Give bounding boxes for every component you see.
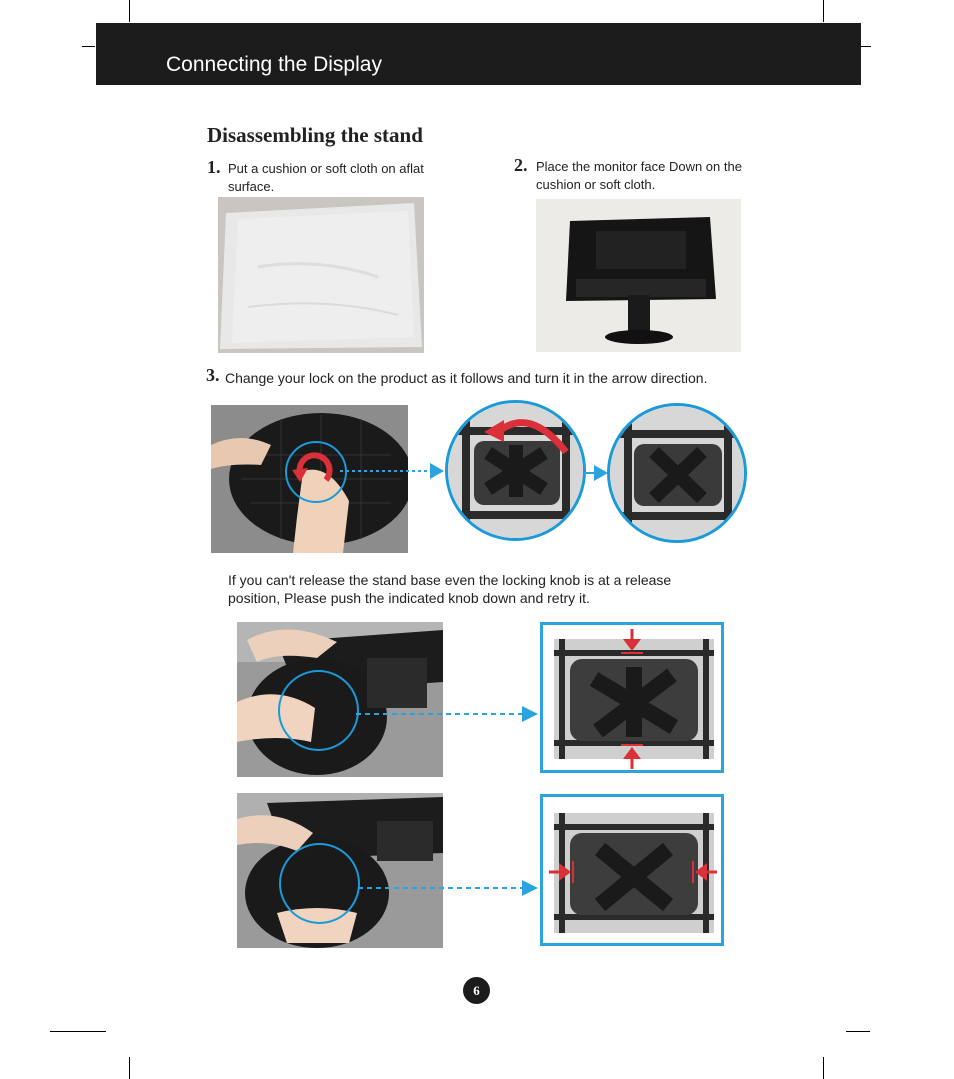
connector-dotted-arrow [356,705,540,723]
crop-mark [129,0,130,22]
step-2-number: 2. [514,155,528,175]
section-title: Disassembling the stand [207,123,423,147]
step-1-text-line1: Put a cushion or soft cloth on aflat [228,161,424,176]
step-3-number: 3. [206,365,220,385]
connector-dotted-arrow [340,462,445,480]
lock-after-circle [607,403,747,543]
note-line-1: If you can't release the stand base even the locking knob is at a release [228,572,672,588]
knob-highlight-circle-2 [279,843,360,924]
knob-detail-frame-2 [540,794,724,946]
crop-mark [129,1057,130,1079]
connector-dotted-arrow [358,879,540,897]
page-title: Connecting the Display [166,53,382,76]
press-arrow-icon [619,629,645,655]
monitor-back-photo [536,199,741,352]
crop-mark [861,46,871,47]
crop-mark [82,46,95,47]
cloth-photo [218,197,424,353]
step-1-number: 1. [207,157,221,177]
step-2-text-line1: Place the monitor face Down on the [536,159,742,174]
page-number: 6 [463,977,490,1004]
rotate-arrow-icon [292,446,338,492]
press-arrow-icon [549,859,575,885]
rotate-arrow-icon [482,406,576,458]
press-arrow-icon [691,859,717,885]
knob-highlight-circle-1 [278,670,359,751]
header-bar [96,23,861,85]
step-3-text: Change your lock on the product as it follows and turn it in the arrow direction. [225,370,708,386]
crop-mark [823,1057,824,1079]
press-arrow-icon [619,743,645,769]
crop-mark [50,1031,106,1032]
crop-mark [823,0,824,22]
note-line-2: position, Please push the indicated knob down and retry it. [228,590,590,606]
crop-mark [846,1031,870,1032]
connector-arrow [584,465,608,481]
step-2-text-line2: cushion or soft cloth. [536,177,656,192]
knob-detail-frame-1 [540,622,724,773]
step-1-text-line2: surface. [228,179,275,194]
